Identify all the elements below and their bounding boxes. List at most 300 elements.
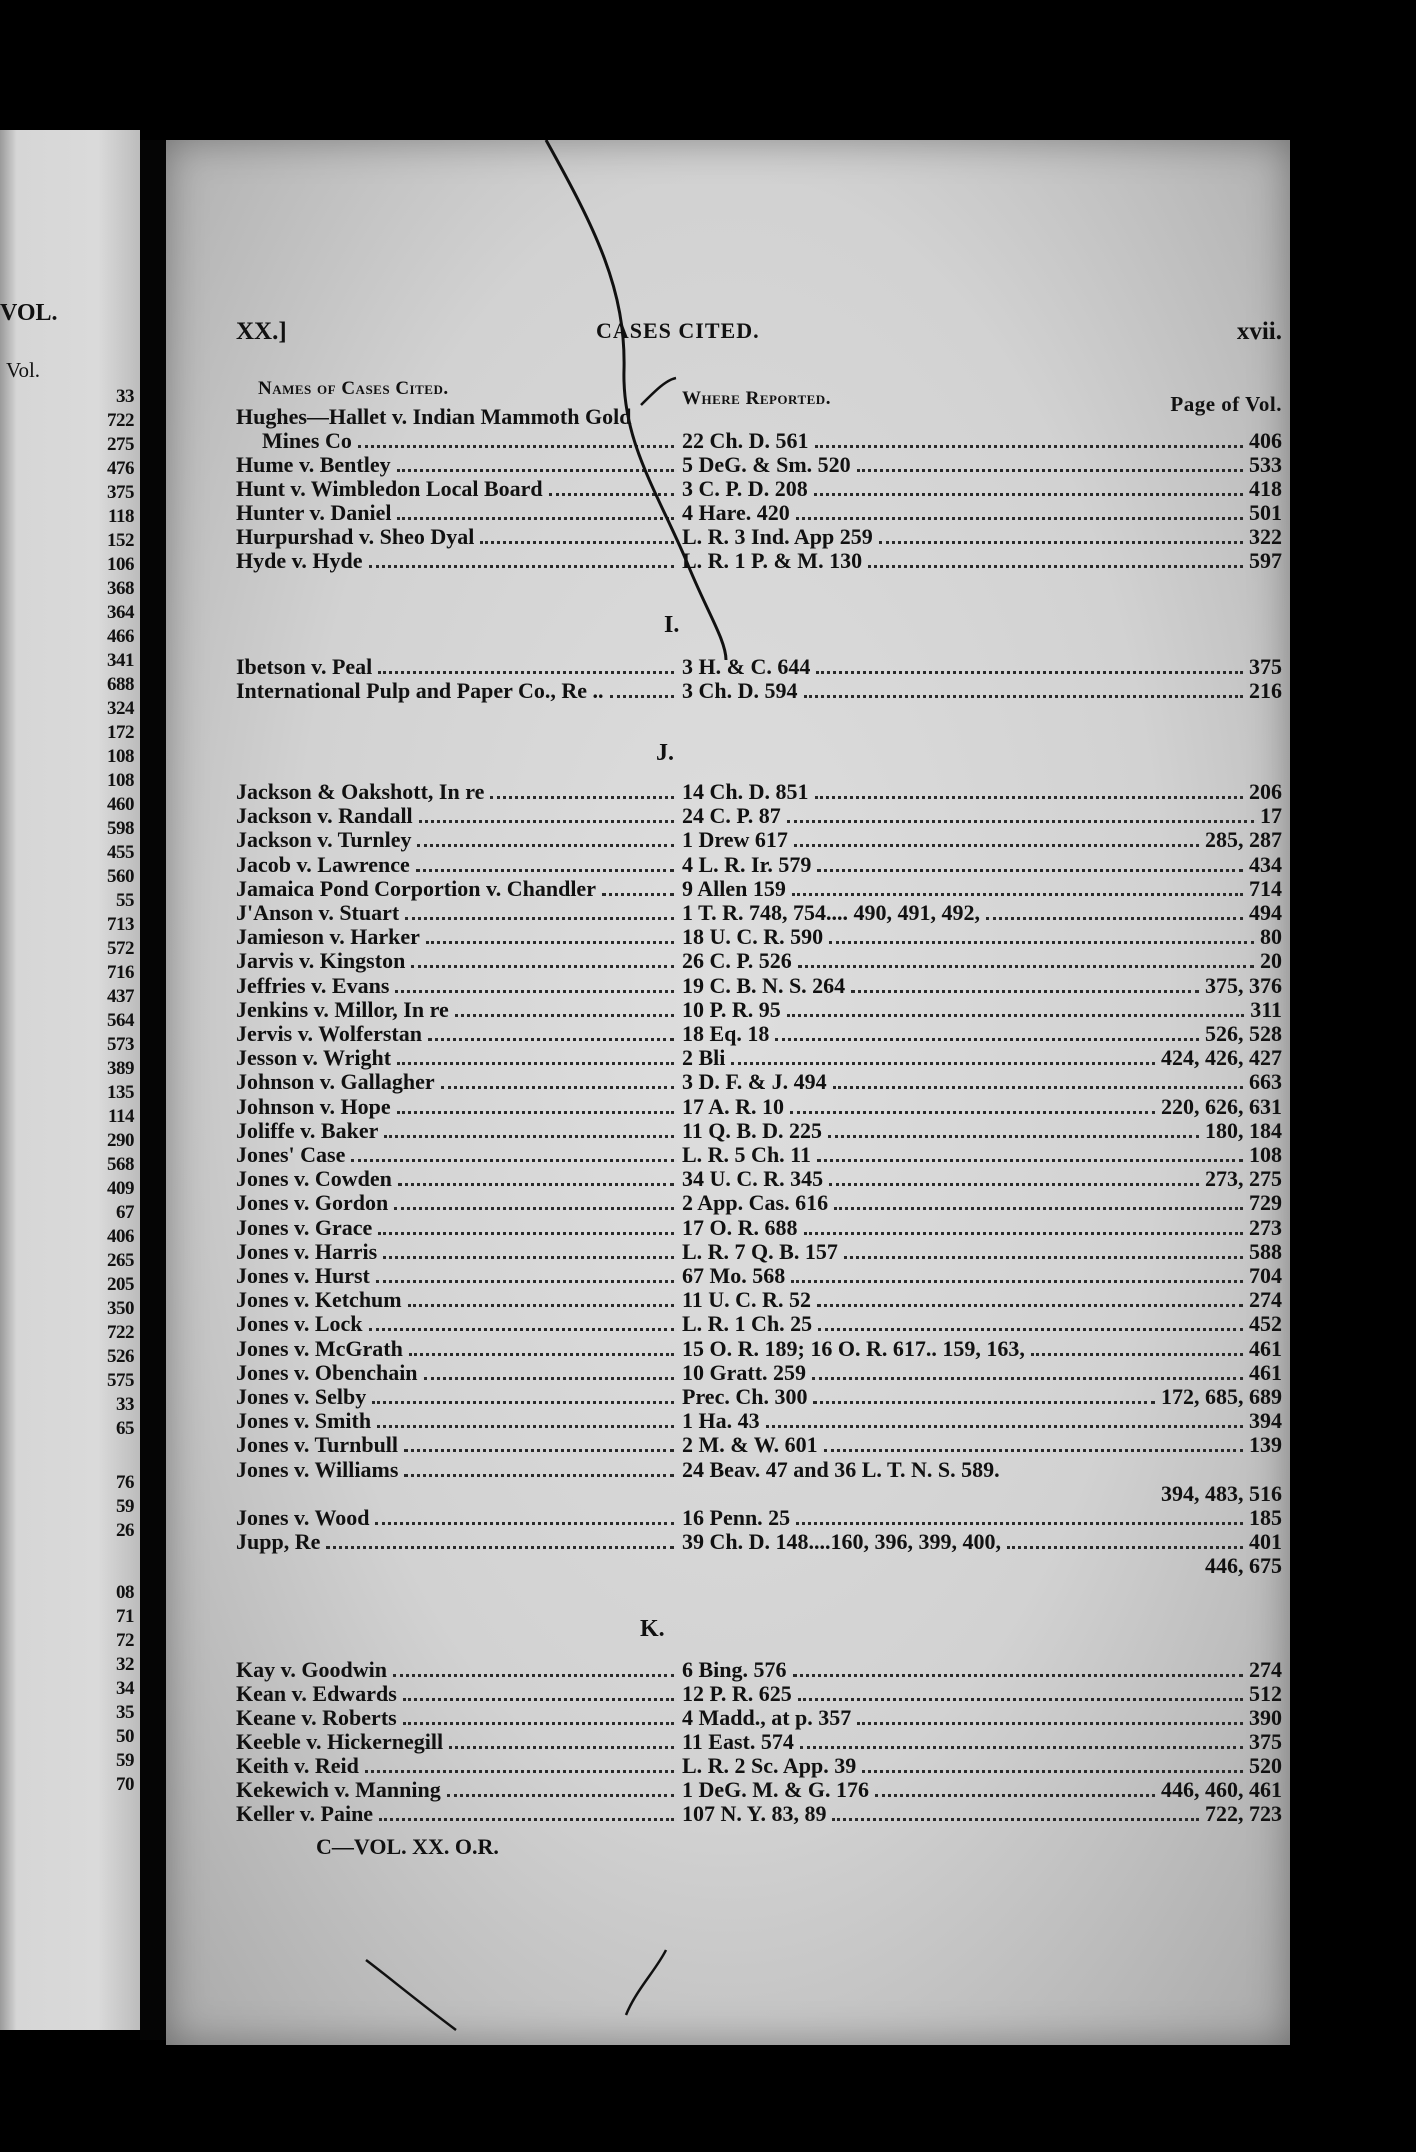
column-head-where: Where Reported. (682, 388, 831, 409)
case-page: 729 (1249, 1190, 1282, 1216)
left-page-number: 460 (107, 794, 134, 815)
leader-dots (791, 1280, 1243, 1283)
left-page-number: 722 (107, 1322, 134, 1343)
left-page-number: 33 (116, 386, 134, 407)
leader-dots (787, 1014, 1244, 1017)
case-name: Hurpurshad v. Sheo Dyal (236, 524, 475, 549)
case-row (166, 1312, 1290, 1336)
case-row (166, 1754, 1290, 1778)
left-page-number: 35 (116, 1702, 134, 1723)
case-name: Jamaica Pond Corportion v. Chandler (236, 875, 596, 901)
leader-dots (731, 1062, 1155, 1065)
left-page-number: 350 (107, 1298, 134, 1319)
case-page: 512 (1249, 1681, 1282, 1706)
case-report: 107 N. Y. 83, 89 (682, 1801, 827, 1826)
left-page-number: 713 (107, 914, 134, 935)
case-row (166, 1458, 1290, 1482)
case-name: Jones v. Cowden (236, 1166, 392, 1192)
leader-dots (610, 695, 674, 698)
left-page-number: 152 (107, 530, 134, 551)
page-number: xvii. (1236, 318, 1282, 345)
leader-dots (794, 844, 1199, 847)
leader-dots (879, 541, 1243, 544)
case-page: 274 (1249, 1657, 1282, 1682)
section-letter-j: J. (656, 740, 674, 766)
leader-dots (828, 1135, 1199, 1138)
case-report: 6 Bing. 576 (682, 1657, 787, 1682)
leader-dots (766, 1425, 1243, 1428)
left-page-number: 568 (107, 1154, 134, 1175)
case-row (166, 477, 1290, 501)
case-row (166, 1554, 1290, 1578)
case-page: 714 (1249, 875, 1282, 901)
case-report: 18 Eq. 18 (682, 1021, 770, 1046)
leader-dots (804, 1232, 1243, 1235)
case-row (166, 901, 1290, 925)
case-page: 390 (1249, 1705, 1282, 1730)
case-report: 2 M. & W. 601 (682, 1432, 818, 1458)
case-row (166, 974, 1290, 998)
left-page-number: 560 (107, 866, 134, 887)
case-name: Jones v. McGrath (236, 1335, 403, 1361)
left-page-number: 114 (108, 1106, 134, 1127)
case-page: 180, 184 (1205, 1117, 1282, 1143)
case-row (166, 1119, 1290, 1143)
case-report: 3 H. & C. 644 (682, 654, 811, 679)
case-page: 139 (1249, 1432, 1282, 1458)
case-row (166, 549, 1290, 573)
case-page: 597 (1249, 548, 1282, 573)
case-row (166, 1216, 1290, 1240)
case-name: Keller v. Paine (236, 1801, 374, 1826)
case-name: Jackson v. Turnley (236, 827, 412, 853)
left-page-number: 50 (116, 1726, 134, 1747)
left-page-number: 572 (107, 938, 134, 959)
leader-dots (395, 990, 674, 993)
leader-dots (426, 941, 674, 944)
left-page-number: 564 (107, 1010, 134, 1031)
left-page-number: 118 (108, 506, 134, 527)
leader-dots (403, 1698, 674, 1701)
case-name: International Pulp and Paper Co., Re .. (236, 678, 604, 703)
case-row (166, 1506, 1290, 1530)
case-report: L. R. 3 Ind. App 259 (682, 524, 873, 549)
case-row (166, 655, 1290, 679)
case-report: 34 U. C. R. 345 (682, 1166, 824, 1192)
leader-dots (393, 1674, 674, 1677)
case-row (166, 1658, 1290, 1682)
case-name: Keeble v. Hickernegill (236, 1729, 444, 1754)
case-name: Hughes—Hallet v. Indian Mammoth Gold (236, 404, 632, 429)
case-row (166, 1530, 1290, 1554)
left-page-number: 375 (107, 482, 134, 503)
leader-dots (862, 1770, 1243, 1773)
leader-dots (602, 893, 674, 896)
leader-dots (857, 1722, 1243, 1725)
case-name: J'Anson v. Stuart (236, 900, 400, 925)
leader-dots (428, 1038, 674, 1041)
case-report: 4 L. R. Ir. 579 (682, 851, 812, 877)
leader-dots (369, 565, 674, 568)
case-page: 663 (1249, 1069, 1282, 1095)
case-report: 17 A. R. 10 (682, 1093, 785, 1119)
left-page-number: 716 (107, 962, 134, 983)
leader-dots (815, 445, 1243, 448)
case-name: Jones v. Selby (236, 1384, 367, 1409)
leader-dots (449, 1746, 674, 1749)
left-page-number: 324 (107, 698, 134, 719)
case-row (166, 998, 1290, 1022)
left-page-number: 406 (107, 1226, 134, 1247)
leader-dots (365, 1770, 674, 1773)
case-name: Jones v. Ketchum (236, 1287, 402, 1313)
left-page-number: 59 (116, 1750, 134, 1771)
case-report: 9 Allen 159 (682, 875, 786, 901)
case-row (166, 1433, 1290, 1457)
leader-dots (447, 1794, 674, 1797)
leader-dots (800, 1746, 1243, 1749)
leader-dots (403, 1722, 674, 1725)
case-row (166, 780, 1290, 804)
case-name: Johnson v. Gallagher (236, 1069, 435, 1095)
case-row (166, 1682, 1290, 1706)
case-page: 220, 626, 631 (1161, 1093, 1282, 1119)
leader-dots (480, 541, 674, 544)
leader-dots (397, 1111, 674, 1114)
left-page-number: 76 (116, 1472, 134, 1493)
leader-dots (376, 1280, 674, 1283)
case-report: 3 D. F. & J. 494 (682, 1069, 827, 1095)
leader-dots (379, 1818, 674, 1821)
leader-dots (409, 1353, 674, 1356)
left-page-number: 409 (107, 1178, 134, 1199)
leader-dots (792, 893, 1243, 896)
case-row (166, 828, 1290, 852)
leader-dots (798, 965, 1254, 968)
case-page: 401 (1249, 1529, 1282, 1555)
leader-dots (1031, 1353, 1243, 1356)
leader-dots (844, 1256, 1243, 1259)
case-report: 16 Penn. 25 (682, 1505, 791, 1530)
case-row (166, 1802, 1290, 1826)
leader-dots (441, 1086, 674, 1089)
case-name: Jones v. Williams (236, 1456, 399, 1482)
left-page-number: 34 (116, 1678, 134, 1699)
case-row (166, 679, 1290, 703)
leader-dots (813, 1401, 1155, 1404)
case-page: 446, 675 (1205, 1553, 1282, 1579)
leader-dots (986, 917, 1243, 920)
leader-dots (832, 1818, 1199, 1821)
case-report: 24 C. P. 87 (682, 803, 781, 829)
left-page-number: 26 (116, 1520, 134, 1541)
leader-dots (394, 1207, 674, 1210)
leader-dots (351, 1159, 674, 1162)
column-head-names: Names of Cases Cited. (258, 378, 449, 399)
case-page: 494 (1249, 900, 1282, 925)
case-page: 461 (1249, 1359, 1282, 1385)
left-page-number: 135 (107, 1082, 134, 1103)
case-row (166, 804, 1290, 828)
case-row (166, 1070, 1290, 1094)
case-row (166, 525, 1290, 549)
left-page-number: 368 (107, 578, 134, 599)
case-page: 80 (1260, 924, 1282, 950)
case-name: Hunt v. Wimbledon Local Board (236, 476, 543, 501)
case-name: Jones v. Turnbull (236, 1432, 399, 1458)
leader-dots (369, 1328, 674, 1331)
case-row (166, 1730, 1290, 1754)
left-page-number: 71 (116, 1606, 134, 1627)
left-page-number: 476 (107, 458, 134, 479)
left-page-number: 466 (107, 626, 134, 647)
case-name: Kean v. Edwards (236, 1681, 397, 1706)
case-row (166, 1706, 1290, 1730)
case-row (166, 1191, 1290, 1215)
left-page-number: 172 (107, 722, 134, 743)
left-page-number: 59 (116, 1496, 134, 1517)
case-row (166, 877, 1290, 901)
left-page-number: 265 (107, 1250, 134, 1271)
left-page-number: 688 (107, 674, 134, 695)
leader-dots (875, 1794, 1155, 1797)
case-name: Jeffries v. Evans (236, 972, 390, 998)
leader-dots (804, 695, 1243, 698)
leader-dots (378, 671, 674, 674)
case-page: 501 (1249, 500, 1282, 525)
leader-dots (417, 844, 674, 847)
leader-dots (358, 445, 674, 448)
case-row (166, 1022, 1290, 1046)
leader-dots (868, 565, 1243, 568)
case-name: Jacob v. Lawrence (236, 851, 410, 877)
left-page-number: 573 (107, 1034, 134, 1055)
leader-dots (549, 493, 674, 496)
leader-dots (834, 1207, 1243, 1210)
case-report: 2 Bli (682, 1045, 726, 1071)
case-page: 375, 376 (1205, 972, 1282, 998)
case-report: L. R. 1 P. & M. 130 (682, 548, 863, 573)
case-name: Jamieson v. Harker (236, 924, 420, 950)
case-report: 12 P. R. 625 (682, 1681, 792, 1706)
case-page: 588 (1249, 1238, 1282, 1264)
case-name: Jarvis v. Kingston (236, 948, 406, 974)
case-page: 446, 460, 461 (1161, 1777, 1282, 1802)
footer-signature: C—VOL. XX. O.R. (316, 1834, 499, 1859)
case-name: Joliffe v. Baker (236, 1117, 379, 1143)
case-page: 375 (1249, 1729, 1282, 1754)
case-row (166, 1143, 1290, 1167)
case-page: 322 (1249, 524, 1282, 549)
case-row (166, 1240, 1290, 1264)
case-row (166, 1095, 1290, 1119)
case-name: Kay v. Goodwin (236, 1657, 387, 1682)
case-name: Jones v. Obenchain (236, 1359, 418, 1385)
left-facing-page (0, 130, 140, 2030)
leader-dots (416, 869, 674, 872)
case-page: 418 (1249, 476, 1282, 501)
leader-dots (817, 869, 1243, 872)
leader-dots (815, 796, 1243, 799)
leader-dots (397, 1062, 674, 1065)
case-page: 274 (1249, 1287, 1282, 1313)
case-report: 22 Ch. D. 561 (682, 428, 809, 453)
case-page: 452 (1249, 1311, 1282, 1337)
leader-dots (397, 517, 674, 520)
case-name: Jesson v. Wright (236, 1045, 392, 1071)
case-page: 704 (1249, 1263, 1282, 1288)
leader-dots (378, 1232, 674, 1235)
case-report: 1 T. R. 748, 754.... 490, 491, 492, (682, 900, 981, 925)
leader-dots (404, 1474, 674, 1477)
leader-dots (398, 1183, 674, 1186)
leader-dots (851, 990, 1199, 993)
left-page-vol-label: Vol. (6, 358, 41, 382)
leader-dots (793, 1674, 1243, 1677)
case-name: Jackson & Oakshott, In re (236, 779, 485, 804)
case-name: Jones v. Grace (236, 1214, 373, 1240)
case-report: 1 Ha. 43 (682, 1408, 760, 1434)
case-page: 285, 287 (1205, 827, 1282, 853)
leader-dots (384, 1135, 674, 1138)
case-report: L. R. 2 Sc. App. 39 (682, 1753, 857, 1778)
case-page: 375 (1249, 654, 1282, 679)
case-name: Jupp, Re (236, 1529, 321, 1555)
case-report: 10 Gratt. 259 (682, 1359, 807, 1385)
case-name: Hyde v. Hyde (236, 548, 363, 573)
case-report: 11 Q. B. D. 225 (682, 1117, 822, 1143)
leader-dots (424, 1377, 674, 1380)
leader-dots (829, 1183, 1199, 1186)
page-gutter (140, 140, 166, 2040)
case-name: Jackson v. Randall (236, 803, 413, 829)
case-report: L. R. 5 Ch. 11 (682, 1142, 811, 1167)
case-report: 4 Hare. 420 (682, 500, 790, 525)
case-name: Johnson v. Hope (236, 1093, 391, 1119)
case-report: 11 East. 574 (682, 1729, 794, 1754)
case-page: 424, 426, 427 (1161, 1045, 1282, 1071)
left-page-number: 290 (107, 1130, 134, 1151)
case-report: 11 U. C. R. 52 (682, 1287, 811, 1313)
case-name: Jervis v. Wolferstan (236, 1021, 422, 1046)
leader-dots (816, 671, 1243, 674)
case-name: Kekewich v. Manning (236, 1777, 441, 1802)
case-report: 14 Ch. D. 851 (682, 779, 809, 804)
case-page: 406 (1249, 428, 1282, 453)
case-name: Keith v. Reid (236, 1753, 359, 1778)
case-row (166, 1778, 1290, 1802)
case-row (166, 925, 1290, 949)
leader-dots (814, 493, 1243, 496)
case-report: 39 Ch. D. 148....160, 396, 399, 400, (682, 1529, 1002, 1555)
running-head-left: XX.] (236, 318, 287, 345)
case-row (166, 1264, 1290, 1288)
case-page: 394 (1249, 1408, 1282, 1434)
case-report: 10 P. R. 95 (682, 996, 781, 1022)
running-head-title: CASES CITED. (596, 318, 760, 343)
case-report: 5 DeG. & Sm. 520 (682, 452, 851, 477)
case-row (166, 1046, 1290, 1070)
case-report: 1 DeG. M. & G. 176 (682, 1777, 869, 1802)
case-name: Jones v. Harris (236, 1238, 378, 1264)
case-page: 108 (1249, 1142, 1282, 1167)
leader-dots (397, 469, 674, 472)
left-page-number: 341 (107, 650, 134, 671)
case-report: 2 App. Cas. 616 (682, 1190, 829, 1216)
section-letter-i: I. (664, 612, 680, 638)
case-report: 17 O. R. 688 (682, 1214, 798, 1240)
leader-dots (817, 1159, 1243, 1162)
case-page: 533 (1249, 452, 1282, 477)
case-name: Jenkins v. Millor, In re (236, 996, 449, 1022)
case-page: 722, 723 (1205, 1801, 1282, 1826)
leader-dots (375, 1522, 674, 1525)
case-name: Jones' Case (236, 1142, 346, 1167)
case-page: 311 (1250, 996, 1282, 1022)
leader-dots (377, 1425, 674, 1428)
case-report: 4 Madd., at p. 357 (682, 1705, 852, 1730)
leader-dots (490, 796, 674, 799)
left-page-number: 33 (116, 1394, 134, 1415)
leader-dots (787, 820, 1254, 823)
section-letter-k: K. (640, 1616, 665, 1642)
leader-dots (796, 517, 1243, 520)
left-page-number: 55 (116, 890, 134, 911)
case-name: Keane v. Roberts (236, 1705, 397, 1730)
leader-dots (405, 917, 674, 920)
case-row (166, 1409, 1290, 1433)
case-page: 185 (1249, 1505, 1282, 1530)
case-page: 273, 275 (1205, 1166, 1282, 1192)
case-name: Mines Co (262, 428, 352, 453)
left-page-number: 437 (107, 986, 134, 1007)
left-page-number: 70 (116, 1774, 134, 1795)
case-report: L. R. 1 Ch. 25 (682, 1311, 813, 1337)
case-report: 1 Drew 617 (682, 827, 788, 853)
leader-dots (833, 1086, 1243, 1089)
case-row (166, 1337, 1290, 1361)
left-page-number: 722 (107, 410, 134, 431)
page (166, 140, 1290, 2045)
case-row (166, 1385, 1290, 1409)
case-report: 67 Mo. 568 (682, 1263, 786, 1288)
leader-dots (404, 1449, 674, 1452)
leader-dots (326, 1546, 674, 1549)
case-row (166, 453, 1290, 477)
leader-dots (812, 1377, 1243, 1380)
left-page-number: 389 (107, 1058, 134, 1079)
case-name: Jones v. Hurst (236, 1263, 370, 1288)
left-page-number: 575 (107, 1370, 134, 1391)
case-page: 206 (1249, 779, 1282, 804)
case-report: 3 C. P. D. 208 (682, 476, 808, 501)
left-page-number: 108 (107, 770, 134, 791)
left-page-number: 364 (107, 602, 134, 623)
case-report: 3 Ch. D. 594 (682, 678, 798, 703)
left-page-number: 67 (116, 1202, 134, 1223)
case-row (166, 1288, 1290, 1312)
column-head-page: Page of Vol. (1170, 392, 1282, 416)
left-page-number: 455 (107, 842, 134, 863)
left-page-number: 598 (107, 818, 134, 839)
leader-dots (455, 1014, 674, 1017)
leader-dots (408, 1304, 674, 1307)
leader-dots (817, 1304, 1243, 1307)
case-page: 520 (1249, 1753, 1282, 1778)
case-name: Jones v. Lock (236, 1311, 363, 1337)
leader-dots (411, 965, 674, 968)
case-page: 17 (1260, 803, 1282, 829)
